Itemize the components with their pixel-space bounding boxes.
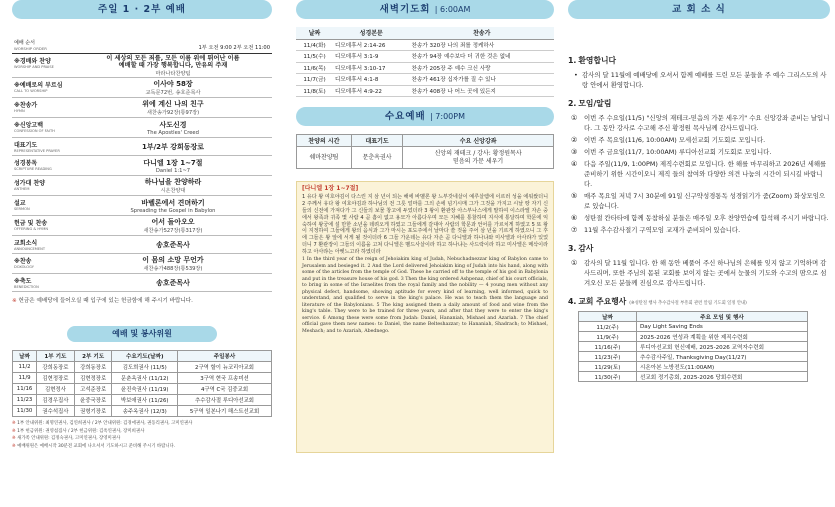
service-team-header: 1부 기도 [37, 351, 75, 362]
worship-item-name: 대표기도 [14, 142, 38, 149]
worship-item-main: 송호준목사 [156, 278, 190, 287]
note-mark: ※ [12, 436, 18, 441]
news-item-text: 11월 추수감사절기 구역모임 교재가 준비되어 있습니다. [584, 226, 741, 234]
worship-order-label-en: WORSHIP ORDER [14, 46, 47, 51]
events-date: 11/9(주) [579, 332, 637, 342]
worship-item-main: 송호준목사 [156, 240, 190, 249]
offering-note-text: 헌금은 예배당에 들어오실 때 입구에 있는 헌금함에 해 주시기 바랍니다. [18, 298, 193, 304]
dawn-prayer-time: 6:00AM [440, 5, 471, 14]
scripture-title: [다니엘 1장 1~7절] [302, 185, 359, 192]
worship-item-name: ※축도 [14, 278, 32, 285]
worship-item-label [12, 274, 74, 291]
wednesday-cell [351, 147, 402, 169]
worship-order-row [12, 78, 272, 98]
worship-item-name-en: DOXOLOGY [14, 265, 34, 269]
worship-item-main: 이 몸의 소망 무언가 [142, 256, 204, 264]
wednesday-header: 대표기도 [351, 135, 402, 147]
news-item-text: 이번 주 수요일(11/5) "신앙의 재테크-믿음의 가문 세우기" 수요 신앙강좌 준비는 날입니다. 그 동안 강사로 수고해 주신 황정원 목사님께 감사드립니다. [584, 114, 830, 132]
news-item-number: ⑦ [571, 226, 578, 234]
note-mark: ※ [12, 298, 17, 304]
news-item-number: ② [571, 136, 578, 144]
service-team-cell: 강희동장로 [37, 362, 75, 373]
news-section-number: 2. [568, 99, 577, 108]
news-numbered-item [568, 159, 830, 189]
dawn-cell: 디모데후서 4:9-22 [333, 85, 410, 97]
worship-order-row [12, 216, 272, 236]
worship-item-value [74, 176, 272, 195]
dawn-cell: 11/7(금) [296, 74, 333, 86]
worship-item-main: 1부/2부 강희동장로 [141, 142, 205, 151]
service-team-note-text: 새가족 안내위원: 김정숙권사, 고미연권사, 장영미권사 [17, 436, 121, 441]
worship-item-name-en: REPRESENTATIVE PRAYER [14, 149, 60, 153]
worship-item-name-en: ANTHEM [14, 187, 30, 191]
dawn-cell: 11/5(수) [296, 51, 333, 63]
service-team-cell: 4구역 C국 김중교회 [178, 384, 272, 395]
worship-item-main: 어서 돌아오오 [151, 218, 195, 226]
worship-item-name-en: CONFESSION OF FAITH [14, 129, 55, 133]
service-team-header: 날짜 [13, 351, 37, 362]
offering-note [12, 296, 272, 304]
worship-item-name: ※찬송 [14, 258, 32, 265]
dawn-header: 날짜 [296, 27, 333, 39]
service-team-row [13, 395, 272, 406]
worship-item-value [74, 54, 272, 77]
news-section [568, 243, 830, 288]
worship-item-label [12, 216, 74, 235]
news-item-text: 성탄절 칸타타에 함께 동참하실 분들은 매주일 오후 찬양연습에 함석해 주시기 바랍니다. [584, 214, 829, 222]
wednesday-time: 7:00PM [435, 112, 465, 121]
worship-order-row [12, 118, 272, 138]
worship-item-value [74, 216, 272, 235]
dawn-cell: 찬송가 408장 나 어느 곳에 있든지 [410, 85, 554, 97]
events-desc: 선교회 정기총회, 2025-2026 당회수련회 [637, 372, 808, 382]
events-desc: 2025-2026 연성과 계획을 위한 제직수련회 [637, 332, 808, 342]
worship-item-label [12, 176, 74, 195]
news-numbered-item [568, 147, 830, 157]
worship-order-row [12, 176, 272, 196]
service-team-cell: 2구역 할이 뉴코리아교회 [178, 362, 272, 373]
worship-item-name-en: WORSHIP AND PRAISE [14, 65, 54, 69]
events-row [579, 342, 808, 352]
news-section-title: 감사 [578, 244, 594, 253]
events-date: 11/23(주) [579, 352, 637, 362]
service-team-note [12, 443, 272, 451]
worship-item-name: 설교 [14, 200, 26, 207]
service-team-cell: 윤진숙권사 (11/19) [112, 384, 178, 395]
worship-order-list [12, 53, 272, 292]
dawn-row [296, 51, 554, 63]
news-item-text: 매주 목요일 저녁 7시 30분에 91일 신구약성경통독 성경읽기가 줌(Zoom) 화상모임으로 있습니다. [584, 192, 826, 210]
scripture-box [296, 181, 554, 453]
dawn-row [296, 39, 554, 51]
worship-item-sub: The Apostles' Creed [147, 129, 199, 136]
news-numbered-item [568, 213, 830, 223]
dawn-cell: 찬송가 461장 십자가를 질 수 있나 [410, 74, 554, 86]
worship-item-name: ※경배와 찬양 [14, 58, 51, 65]
events-row [579, 372, 808, 382]
events-desc: 루디아선교회 헌신예배, 2025-2026 교역자수련회 [637, 342, 808, 352]
service-team-cell: 11/30 [13, 406, 37, 417]
news-item-number: ③ [571, 148, 578, 156]
dawn-header: 찬송가 [410, 27, 554, 39]
service-team-cell: 11/23 [13, 395, 37, 406]
worship-item-name: ※예배로의 부르심 [14, 82, 63, 89]
scripture-english: 1 In the third year of the reign of Jehoiakim king of Judah, Nebuchadnezzar king of Babylon came to Jerusalem and besieged it. 2 And the Lord delivered Jehoiakim king of Judah into his hand, along with some of the articles from the temple of God. These he carried off to the temple of his god in Babylonia and put in the treasure house of his god. 3 Then the king ordered Ashpenaz, chief of his court officials, to bring in some of the Israelites from the royal family and the nobility — 4 young men without any physical defect, handsome, showing aptitude for every kind of learning, well informed, quick to understand, and qualified to serve in the king's palace. He was to teach them the language and literature of the Babylonians. 5 The king assigned them a daily amount of food and wine from the king's table. They were to be trained for three years, and after that they were to enter the king's service. 6 Among these were some from Judah: Daniel, Hananiah, Mishael and Azariah. 7 The chief official gave them new names: to Daniel, the name Belteshazzar; to Hananiah, Shadrach; to Mishael, Meshach; and to Azariah, Abednego. [302, 257, 548, 334]
worship-order-row [12, 138, 272, 156]
note-mark: ※ [12, 428, 18, 434]
wednesday-service-table [296, 134, 554, 169]
note-mark: ※ [12, 421, 18, 426]
events-date: 11/2(주) [579, 322, 637, 332]
worship-item-name: 헌금 및 찬송 [14, 220, 48, 227]
worship-item-sub: Daniel 1:1~7 [155, 167, 191, 174]
worship-order-row [12, 274, 272, 292]
note-mark: ※ [12, 443, 18, 449]
service-team-cell: 고석준장로 [74, 384, 112, 395]
news-section-heading [568, 55, 830, 66]
news-section-number: 4. [568, 297, 577, 306]
events-table [578, 311, 808, 382]
dawn-cell: 찬송가 94장 예수보다 더 귀한 것은 없네 [410, 51, 554, 63]
worship-item-sub: Spreading the Gospel in Babylon [130, 207, 216, 214]
news-item-text: 다음 주일(11/9, 1:00PM) 제직수련회로 모입니다. 한 해를 마무리하고 2026년 세해를 준비하기 위한 시간이오니 제직 들의 참여와 다양한 의견 나눔의 시간이 되시길 바랍니다. [584, 160, 827, 188]
news-section-title: 모임/알림 [578, 99, 612, 108]
news-body [568, 55, 830, 382]
service-team-header: 2부 기도 [74, 351, 112, 362]
worship-order-row [12, 98, 272, 118]
worship-item-value [74, 254, 272, 273]
worship-item-label [12, 156, 74, 175]
events-date: 11/29(토) [579, 362, 637, 372]
worship-item-label [12, 118, 74, 137]
worship-item-value [74, 156, 272, 175]
events-header: 주요 모임 및 행사 [637, 312, 808, 322]
service-team-row [13, 406, 272, 417]
service-team-note [12, 420, 272, 428]
events-row [579, 352, 808, 362]
scripture-korean: 1 유다 왕 여호야김이 다스린 지 삼 년이 되는 해에 바벨론 왕 느부갓네살이 예루살렘에 이르러 성을 에워쌌더니 2 주께서 유다 왕 여호야김과 하나님의 전 그릇 얼마를 그의 손에 넘기시매 그가 그것을 가지고 시날 땅 자기 신들의 신전에 가져다가 그 신들의 보물 창고에 두었더라 3 왕이 환관장 아스부나스에게 말하여 이스라엘 자손 중에서 왕족과 귀족 몇 사람 4 곧 흠이 없고 용모가 아름다우며 모든 지혜를 통찰하며 지식에 통달하며 학문에 익숙하여 왕궁에 설 만한 소년을 데려오게 하였고 그들에게 갈대아 사람의 학문과 언어를 가르치게 하였고 5 또 왕이 지정하여 그들에게 왕의 음식과 그가 마시는 포도주에서 날마다 쓸 것을 주어 삼 년을 기르게 하였으니 그 후에 그들은 왕 앞에 서게 될 것이더라 6 그들 가운데는 유다 자손 곧 다니엘과 하나냐와 미사엘과 아사랴가 있었더니 7 환관장이 그들의 이름을 고쳐 다니엘은 벨드사살이라 하고 하나냐는 사드락이라 하고 미사엘은 메삭이라 하고 아사랴는 아벳느고라 하였더라 [302, 193, 548, 256]
worship-item-main: 하나님을 찬양하라 [144, 178, 202, 186]
events-desc: 시온아본 노방전도(11:00AM) [637, 362, 808, 372]
worship-item-value [74, 274, 272, 291]
service-team-cell: 윤중국장로 [74, 395, 112, 406]
news-numbered-item [568, 258, 830, 288]
news-numbered-item [568, 113, 830, 133]
worship-order-header [12, 39, 272, 51]
dawn-cell: 디모데후서 4:1-8 [333, 74, 410, 86]
worship-item-name: 성경봉독 [14, 160, 38, 167]
service-team-cell: 강희동장로 [74, 362, 112, 373]
news-item-text: 이번 주 목요일(11/6, 10:00AM) 모세선교회 기도회로 모입니다. [584, 136, 766, 144]
worship-item-main: 바벨론에서 견뎌하기 [141, 198, 205, 207]
worship-item-label [12, 236, 74, 253]
dawn-row [296, 74, 554, 86]
dawn-header: 성경본문 [333, 27, 410, 39]
dawn-cell: 11/6(목) [296, 62, 333, 74]
worship-item-name: 성가대 찬양 [14, 180, 46, 187]
worship-order-row [12, 236, 272, 254]
dawn-row [296, 62, 554, 74]
wednesday-cell-text: 신앙의 재테크 / 강사: 황정원목사 믿음의 가문 세우기 [434, 149, 522, 165]
wednesday-cell-text: 쉐마찬양팀 [309, 153, 339, 161]
wednesday-title: 수요예배 [385, 111, 426, 122]
service-team-cell: 5구역 일본나기 해스트선교회 [178, 406, 272, 417]
news-section-title: 환영합니다 [578, 56, 617, 65]
wednesday-header: 수요 신앙강좌 [403, 135, 554, 147]
service-team-cell: 송주옥권사 (12/3) [112, 406, 178, 417]
service-team-cell: 11/9 [13, 373, 37, 384]
worship-item-label [12, 254, 74, 273]
worship-item-name-en: SERMON [14, 207, 30, 211]
dawn-prayer-table [296, 27, 554, 97]
worship-item-value [74, 138, 272, 155]
service-team-banner: 예배 및 봉사위원 [67, 326, 217, 342]
service-team-cell: 3구역 현국 프송미션 [178, 373, 272, 384]
service-team-cell: 11/2 [13, 362, 37, 373]
dawn-prayer-banner: 새벽기도회 | 6:00AM [296, 0, 554, 19]
dawn-cell: 11/4(화) [296, 39, 333, 51]
wednesday-cell [403, 147, 554, 169]
news-item-number: ④ [571, 160, 578, 168]
worship-item-main: 이사야 58장 [153, 80, 193, 88]
dawn-cell: 찬송가 320장 나의 죄를 정케하사 [410, 39, 554, 51]
news-item-number: ① [571, 114, 578, 122]
worship-item-name: ※신앙고백 [14, 122, 44, 129]
worship-item-sub: 새찬송가92장(통97장) [146, 110, 200, 116]
news-section-heading [568, 296, 830, 307]
worship-order-row [12, 254, 272, 274]
dawn-cell: 11/8(토) [296, 85, 333, 97]
service-team-row [13, 373, 272, 384]
news-section-number: 1. [568, 56, 577, 65]
news-section [568, 98, 830, 235]
service-team-cell: 11/16 [13, 384, 37, 395]
news-section-heading [568, 98, 830, 109]
news-item-text: 이번 주 금요일(11/7, 10:00AM) 루디아선교회 기도회로 모입니다. [584, 148, 772, 156]
dawn-cell: 디모데후서 2:14-26 [333, 39, 410, 51]
events-header: 날짜 [579, 312, 637, 322]
events-date: 11/16(주) [579, 342, 637, 352]
worship-item-label [12, 196, 74, 215]
worship-item-main: 이 세상의 모든 죄를, 모든 이름 위에 뛰어난 이름 예배할 때 가장 행복합니다, 만유의 주재 [106, 54, 240, 69]
worship-item-label [12, 54, 74, 77]
worship-item-value [74, 196, 272, 215]
dawn-cell: 디모데후서 3:1-9 [333, 51, 410, 63]
service-team-note-text: 1부 안내위원: 최명연권사, 김연희권사 / 2부 안내위원: 김경애권사, 권동리권사, 고미연권사 [17, 421, 193, 426]
worship-item-value [74, 236, 272, 253]
news-section-title: 교회 주요행사 [578, 297, 627, 306]
worship-item-value [74, 118, 272, 137]
news-section [568, 55, 830, 90]
news-column [568, 0, 830, 507]
dawn-cell: 찬송가 205장 주 예수 크신 사랑 [410, 62, 554, 74]
service-team-cell: 김도희권사 (11/5) [112, 362, 178, 373]
worship-item-name: ※찬송가 [14, 102, 38, 109]
service-team-row [13, 362, 272, 373]
worship-item-main: 다니엘 1장 1~7절 [143, 158, 203, 167]
news-section-note: (※성탄절 행사 추수감사절 부흥회 관련 알림 기도회 일정 안내) [629, 301, 747, 306]
events-row [579, 332, 808, 342]
news-section [568, 296, 830, 382]
worship-item-value [74, 78, 272, 97]
worship-order-row [12, 156, 272, 176]
wednesday-cell [297, 147, 352, 169]
worship-order-row [12, 54, 272, 78]
worship-item-name-en: HYMN [14, 109, 25, 113]
news-numbered-item [568, 225, 830, 235]
worship-item-label [12, 138, 74, 155]
worship-order-row [12, 196, 272, 216]
events-row [579, 322, 808, 332]
service-team-cell: 추수감사절 루디아선교회 [178, 395, 272, 406]
worship-item-label [12, 78, 74, 97]
news-bullet-item: • 감사의 달 11월에 예배당에 오셔서 함께 예배를 드린 모든 분들을 주 예수 그리스도의 사랑 안에서 환영합니다. [568, 70, 830, 90]
news-numbered-item [568, 135, 830, 145]
worship-item-main: 사도신경 [159, 120, 187, 129]
service-team-notes [12, 420, 272, 450]
worship-column [12, 0, 272, 507]
worship-item-name-en: BENEDICTION [14, 285, 39, 289]
service-team-note [12, 435, 272, 443]
news-item-number: ⑥ [571, 214, 578, 222]
prayer-column [296, 0, 554, 507]
worship-item-name-en: SCRIPTURE READING [14, 167, 52, 171]
service-team-cell: 김경우집사 [37, 395, 75, 406]
news-item-number: ① [571, 259, 578, 267]
events-desc: 추수감사주일, Thanksgiving Day(11/27) [637, 352, 808, 362]
worship-item-sub: 마라나타찬양팀 [155, 70, 191, 77]
service-team-cell: 문춘옥권사 (11/12) [112, 373, 178, 384]
worship-item-name: 교회소식 [14, 240, 38, 247]
service-team-cell: 김현정장로 [74, 373, 112, 384]
worship-item-sub: 교독문72번, 송호준목사 [145, 90, 201, 96]
service-team-row [13, 384, 272, 395]
wednesday-cell-text: 문춘옥권사 [362, 153, 392, 161]
worship-item-sub: 새찬송가488장(통539장) [143, 266, 203, 272]
news-item-number: ⑤ [571, 192, 578, 200]
events-desc: Day Light Saving Ends [637, 322, 808, 332]
worship-item-name-en: OFFERING & HYMN [14, 227, 49, 231]
worship-item-sub: 새찬송가527장(통317장) [143, 228, 203, 234]
dawn-row [296, 85, 554, 97]
service-team-header: 주일봉사 [178, 351, 272, 362]
news-section-heading [568, 243, 830, 254]
worship-title-banner: 주일 1 · 2부 예배 [12, 0, 272, 19]
worship-item-main: 위에 계신 나의 친구 [142, 100, 204, 108]
events-date: 11/30(주) [579, 372, 637, 382]
worship-item-label [12, 98, 74, 117]
service-team-note-text: 예배위원은 예배시작 30분전 교회에 나오셔서 기도하시고 준비해 주시기 바랍니다. [17, 443, 176, 449]
worship-item-name-en: ANNOUNCEMENT [14, 247, 46, 251]
wednesday-header: 찬양의 시간 [297, 135, 352, 147]
service-team-header: 수요기도(날짜) [112, 351, 178, 362]
service-team-cell: 김현정사 [37, 384, 75, 395]
events-row [579, 362, 808, 372]
service-team-cell: 권수석집사 [37, 406, 75, 417]
worship-item-name-en: CALL TO WORSHIP [14, 89, 48, 93]
service-team-note [12, 428, 272, 436]
news-numbered-item [568, 191, 830, 211]
dawn-prayer-title: 새벽기도회 [379, 4, 431, 15]
service-team-cell: 김현정장로 [37, 373, 75, 384]
service-team-note-text: 1부 헌금위원: 권영섭집사 / 2부 헌금위원: 김옥연권사, 장미희권사 [17, 428, 145, 434]
news-section-number: 3. [568, 244, 577, 253]
worship-order-label: 예배 순서 [14, 40, 35, 46]
service-team-table [12, 350, 272, 417]
news-item-text: 감사의 달 11월 입니다. 한 해 동안 베풀어 주신 하나님의 은혜를 잊지 않고 기억하며 감사드리며, 또한 주님의 몸된 교회를 보이지 않는 곳에서 눈물의 기도와 수고의 땀으로 섬겨오신 모든 분들께 진심으로 감사드립니다. [584, 259, 827, 287]
worship-item-sub: 시온찬양대 [160, 188, 186, 194]
dawn-cell: 디모데후서 3:10-17 [333, 62, 410, 74]
worship-item-value [74, 98, 272, 117]
worship-times: 1부 오전 9:00 2부 오전 11:00 [198, 45, 270, 51]
service-team-cell: 권형기장로 [74, 406, 112, 417]
events-header-row [579, 312, 808, 322]
service-team-cell: 박보애권사 (11/26) [112, 395, 178, 406]
news-title-banner: 교 회 소 식 [568, 0, 830, 19]
wednesday-service-banner: 수요예배 | 7:00PM [296, 107, 554, 126]
